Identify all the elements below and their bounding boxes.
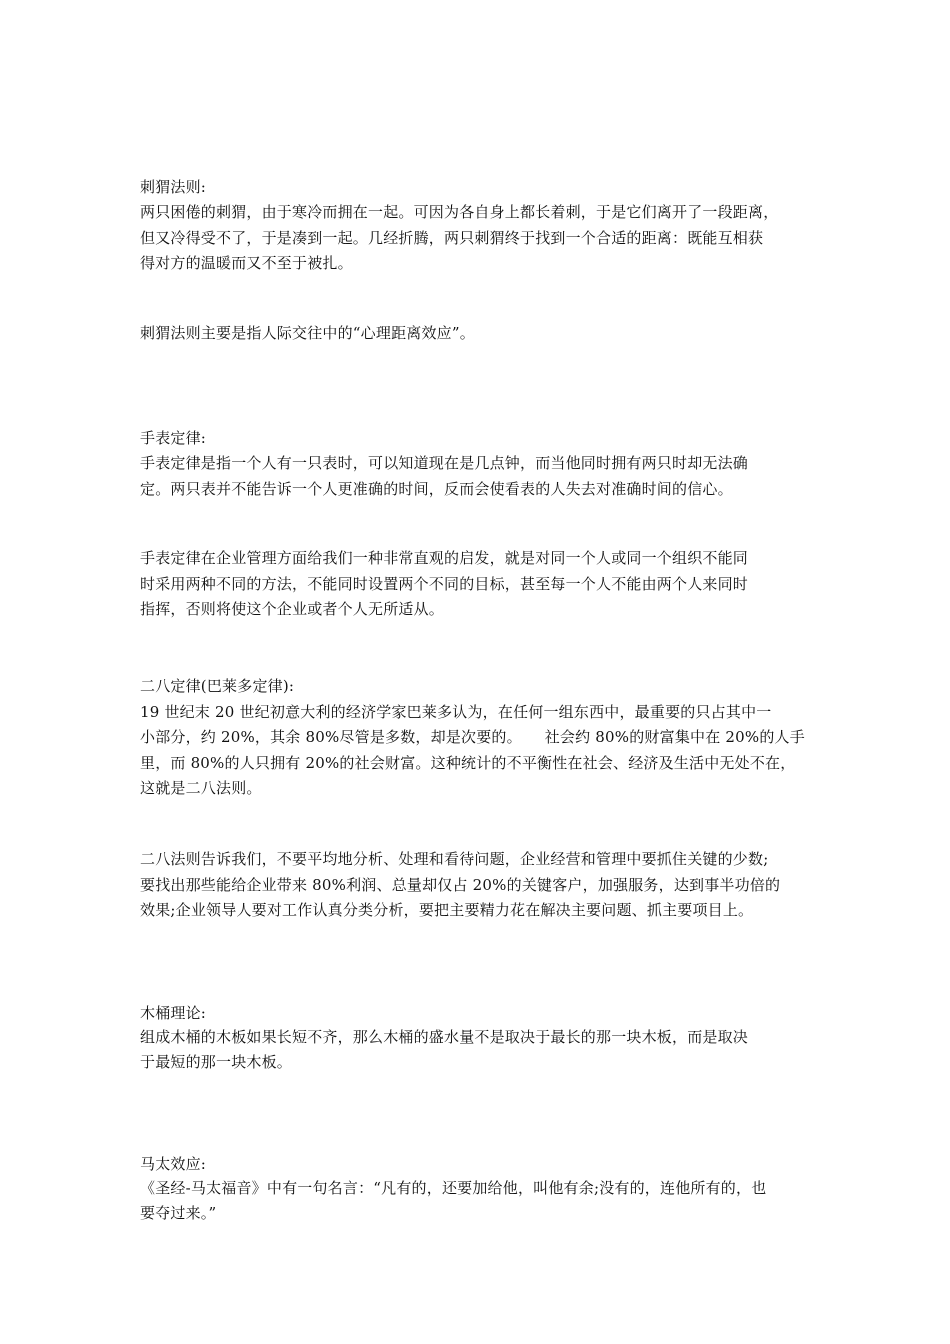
paragraph-line: 19 世纪末 20 世纪初意大利的经济学家巴莱多认为，在任何一组东西中，最重要的只占其中一 <box>140 703 772 721</box>
paragraph-line: 但又冷得受不了，于是凑到一起。几经折腾，两只刺猬终于找到一个合适的距离：既能互相获 <box>140 229 764 247</box>
paragraph-line: 效果;企业领导人要对工作认真分类分析，要把主要精力花在解决主要问题、抓主要项目上。 <box>140 901 754 919</box>
paragraph-line: 《圣经-马太福音》中有一句名言：“凡有的，还要加给他，叫他有余;没有的，连他所有的，也 <box>140 1179 767 1197</box>
paragraph-line: 这就是二八法则。 <box>140 779 262 797</box>
paragraph-line: 指挥，否则将使这个企业或者个人无所适从。 <box>140 600 445 618</box>
section-heading-matthew: 马太效应: <box>140 1155 207 1173</box>
paragraph-line: 小部分，约 20%，其余 80%尽管是多数，却是次要的。 社会约 80%的财富集中在 20%的人手 <box>140 728 805 746</box>
paragraph-line: 于最短的那一块木板。 <box>140 1053 293 1071</box>
section-heading-barrel: 木桶理论: <box>140 1004 207 1022</box>
paragraph-line: 得对方的温暖而又不至于被扎。 <box>140 254 353 272</box>
section-heading-watch: 手表定律: <box>140 429 207 447</box>
paragraph-line: 二八法则告诉我们，不要平均地分析、处理和看待问题，企业经营和管理中要抓住关键的少数; <box>140 850 769 868</box>
paragraph-line: 时采用两种不同的方法，不能同时设置两个不同的目标，甚至每一个人不能由两个人来同时 <box>140 575 749 593</box>
paragraph-line: 刺猬法则主要是指人际交往中的“心理距离效应”。 <box>140 324 475 342</box>
paragraph-line: 定。两只表并不能告诉一个人更准确的时间，反而会使看表的人失去对准确时间的信心。 <box>140 480 733 498</box>
section-heading-pareto: 二八定律(巴莱多定律): <box>140 677 295 695</box>
paragraph-line: 要找出那些能给企业带来 80%利润、总量却仅占 20%的关键客户，加强服务，达到事半功倍的 <box>140 876 781 894</box>
document-page <box>140 0 820 1344</box>
paragraph-line: 手表定律是指一个人有一只表时，可以知道现在是几点钟，而当他同时拥有两只时却无法确 <box>140 454 749 472</box>
paragraph-line: 要夺过来。” <box>140 1204 217 1222</box>
paragraph-line: 里，而 80%的人只拥有 20%的社会财富。这种统计的不平衡性在社会、经济及生活中无处不在， <box>140 754 796 772</box>
paragraph-line: 组成木桶的木板如果长短不齐，那么木桶的盛水量不是取决于最长的那一块木板，而是取决 <box>140 1028 749 1046</box>
paragraph-line: 两只困倦的刺猬，由于寒冷而拥在一起。可因为各自身上都长着刺，于是它们离开了一段距离， <box>140 203 779 221</box>
paragraph-line: 手表定律在企业管理方面给我们一种非常直观的启发，就是对同一个人或同一个组织不能同 <box>140 549 749 567</box>
section-heading-hedgehog: 刺猬法则: <box>140 178 207 196</box>
